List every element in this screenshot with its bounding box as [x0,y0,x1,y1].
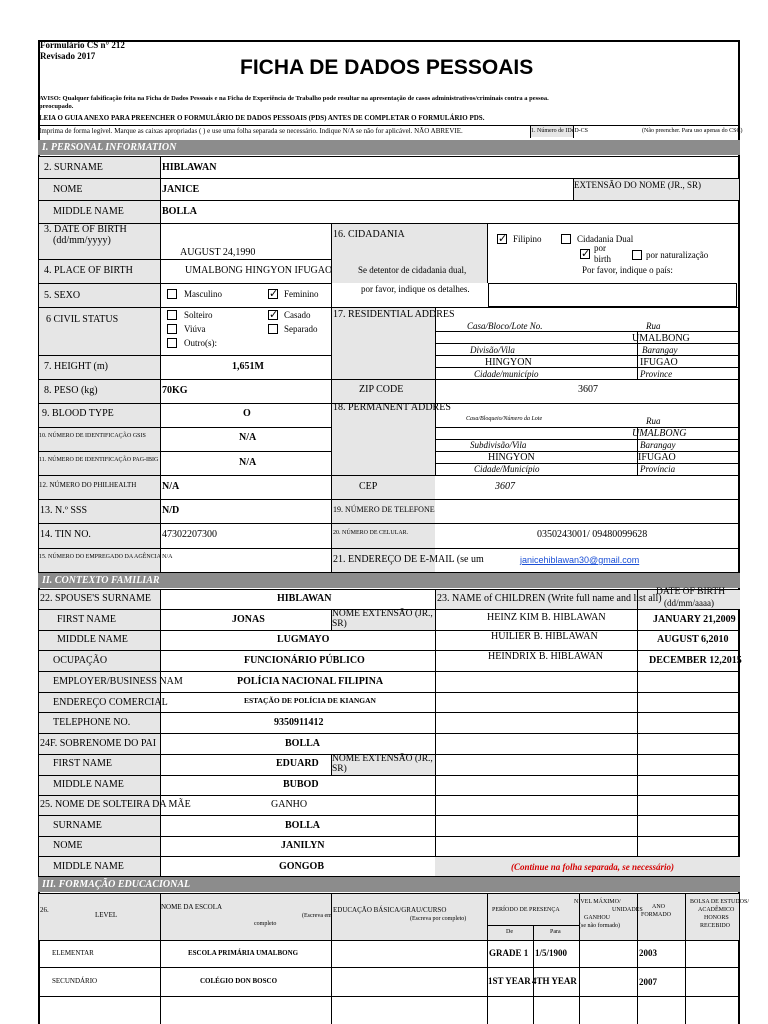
father-first-label: FIRST NAME [53,758,112,769]
honors-header-1: BOLSA DE ESTUDOS/ [690,899,750,905]
spouse-middle-value[interactable]: LUGMAYO [277,634,330,645]
year-graduated-header-1: ANO [652,904,665,910]
cellphone-label: 20. NÚMERO DE CELULAR. [333,530,409,536]
residential-address-label: 17. RESIDENTIAL ADDRES [333,309,455,320]
res-subdivision-value[interactable]: UMALBONG [632,333,690,344]
father-middle-label: MIDDLE NAME [53,779,124,790]
tin-value[interactable]: 47302207300 [162,529,217,540]
school-name-sub1: (Escreva em [302,913,332,919]
spouse-surname-value[interactable]: HIBLAWAN [277,593,332,604]
edu-school-secondary[interactable]: COLÉGIO DON BOSCO [200,977,278,985]
perm-house-caption: Casa/Bloqueio/Número da Lote [466,416,543,422]
cep-label: CEP [359,481,378,492]
philhealth-value[interactable]: N/A [162,481,180,492]
business-address-label: ENDEREÇO COMERCIAL [53,697,168,708]
name-extension-label: EXTENSÃO DO NOME (JR., SR) [574,180,702,190]
perm-street-caption: Rua [646,416,661,426]
gsis-value[interactable]: N/A [239,432,257,443]
citizen-naturalization-label: por naturalização [646,250,709,260]
children-dob-label: DATE OF BIRTH [656,587,726,597]
first-name-label: NOME [53,184,83,195]
res-city-caption: Cidade/município [474,369,539,379]
surname-value[interactable]: HIBLAWAN [162,162,217,173]
middle-name-label: MIDDLE NAME [53,206,124,217]
father-name-ext-label: NOME EXTENSÃO (JR., SR) [332,754,433,774]
section-family-background: II. CONTEXTO FAMILIAR [38,573,740,588]
blood-type-value[interactable]: O [243,408,251,419]
civil-single-checkbox[interactable] [167,310,177,320]
perm-barangay-caption: Barangay [640,440,676,450]
highest-level-header-1: NÍVEL MÁXIMO/ [574,899,621,905]
child-name-1[interactable]: HEINZ KIM B. HIBLAWAN [487,612,606,623]
res-city-value[interactable]: HINGYON [485,357,532,368]
spouse-middle-label: MIDDLE NAME [57,634,128,645]
section-personal-info: I. PERSONAL INFORMATION [38,140,740,155]
philhealth-label: 12. NÚMERO DO PHILHEALTH [39,481,137,489]
dob-value[interactable]: AUGUST 24,1990 [180,247,256,258]
edu-to-elementary[interactable]: 1/5/1900 [535,948,568,958]
civil-other-label: Outro(s): [184,338,217,348]
sex-female-label: Feminino [284,289,319,299]
csc-only-note: (Não preencher. Para uso apenas do CSC) [642,128,743,134]
mother-maiden-value[interactable]: GANHO [271,799,308,810]
civil-status-label: 6 CIVIL STATUS [46,314,119,325]
zip-value[interactable]: 3607 [578,384,598,395]
cep-value[interactable]: 3607 [495,481,515,492]
child-name-2[interactable]: HUILIER B. HIBLAWAN [491,631,598,642]
employer-label: EMPLOYER/BUSINESS NAM [53,676,183,687]
sex-female-checkbox[interactable] [268,289,278,299]
civil-married-label: Casado [284,310,311,320]
dob-format: (dd/mm/yyyy) [53,235,111,246]
school-name-sub2: completo [254,921,277,927]
continue-note: (Continue na folha separada, se necessário) [511,862,675,872]
warning-text: AVISO: Qualquer falsificação feita na Ficha de Dados Pessoais e na Ficha de Experiência de Trabalho pode resultar na apresentação de casos administrativos/criminais contra a pessoa. [39,95,549,102]
dob-label: 3. DATE OF BIRTH [44,224,127,235]
business-address-value[interactable]: ESTAÇÃO DE POLÍCIA DE KIANGAN [244,696,376,705]
mother-maiden-label: 25. NOME DE SOLTEIRA DA MÃE [40,799,191,810]
pagibig-value[interactable]: N/A [239,457,257,468]
highest-level-header-3: GANHOU [584,915,610,921]
spouse-first-label: FIRST NAME [57,614,116,625]
section-education: III. FORMAÇÃO EDUCACIONAL [38,877,740,892]
edu-from-secondary[interactable]: 1ST YEAR [488,976,531,986]
edu-level-elementary: ELEMENTAR [52,949,94,957]
course-header: EDUCAÇÃO BÁSICA/GRAU/CURSO [333,906,447,914]
telephone-label: 19. NÚMERO DE TELEFONE [333,505,435,514]
civil-single-label: Solteiro [184,310,213,320]
sss-label: 13. N.º SSS [40,505,88,516]
mother-middle-value[interactable]: GONGOB [279,861,325,872]
telephone-no-label: TELEPHONE NO. [53,717,131,728]
child-dob-1[interactable]: JANUARY 21,2009 [653,614,736,625]
honors-header-2: ACADÊMICO [698,907,735,913]
citizen-by-birth-label-1: por [594,243,606,253]
res-barangay-caption: Barangay [642,345,678,355]
spouse-surname-label: 22. SPOUSE'S SURNAME [40,593,151,604]
employer-value[interactable]: POLÍCIA NACIONAL FILIPINA [237,676,384,687]
res-subdivision-caption: Divisão/Vila [470,345,515,355]
edu-year-secondary[interactable]: 2007 [639,977,657,987]
print-note: Imprima de forma legível. Marque as caixas apropriadas ( ) e use uma folha separada se necessário. Indique N/A se não for aplicável. NÃO ABREVIE. [39,127,463,135]
highest-level-header-4: (se não formado) [579,923,620,929]
height-label: 7. HEIGHT (m) [44,361,108,372]
occupation-label: OCUPAÇÃO [53,655,108,666]
res-street-caption: Rua [646,321,661,331]
perm-subdivision-caption: Subdivisão/Vila [470,440,527,450]
instruction-text: LEIA O GUIA ANEXO PARA PREENCHER O FORMULÁRIO DE DADOS PESSOAIS (PDS) ANTES DE COMPLETAR O FORMULÁRIO PDS. [39,114,485,122]
agency-employee-label: 15. NÚMERO DO EMPREGADO DA AGÊNCIA N/A [39,554,173,560]
education-num: 26. [40,906,49,914]
dual-note-1: Se detentor de cidadania dual, [358,265,467,275]
father-surname-value[interactable]: BOLLA [285,738,321,749]
period-to-header: Para [550,929,561,935]
middle-name-value[interactable]: BOLLA [162,206,198,217]
spouse-name-ext-label: NOME EXTENSÃO (JR., SR) [332,609,433,629]
surname-label: 2. SURNAME [44,162,103,173]
child-dob-2[interactable]: AUGUST 6,2010 [657,634,729,645]
edu-to-secondary[interactable]: 4TH YEAR [532,976,577,986]
civil-married-checkbox[interactable] [268,310,278,320]
education-level-header: LEVEL [95,911,118,919]
edu-year-elementary[interactable]: 2003 [639,948,657,958]
mother-middle-label: MIDDLE NAME [53,861,124,872]
children-dob-format: (dd/mm/aaaa) [664,598,714,608]
civil-widow-checkbox[interactable] [167,324,177,334]
attendance-period-header: PERÍODO DE PRESENÇA [492,907,560,913]
weight-label: 8. PESO (kg) [44,385,98,396]
perm-province-value[interactable]: IFUGAO [638,452,676,463]
year-graduated-header-2: FORMADO [641,912,672,918]
sex-male-checkbox[interactable] [167,289,177,299]
weight-value[interactable]: 70KG [162,385,188,396]
gsis-label: 10. NÚMERO DE IDENTIFICAÇÃO GSIS [39,433,146,439]
perm-city-value[interactable]: HINGYON [488,452,535,463]
mother-first-label: NOME [53,840,83,851]
cellphone-value[interactable]: 0350243001/ 09480099628 [537,529,648,540]
csc-id-label: 1. Número de IDeD-CS [531,128,588,134]
citizen-filipino-label: Filipino [513,234,542,244]
blood-type-label: 9. BLOOD TYPE [42,408,114,419]
spouse-first-value[interactable]: JONAS [232,614,265,625]
sex-male-label: Masculino [184,289,222,299]
highest-level-header-2: UNIDADES [612,907,643,913]
citizen-by-birth-label-2: birth [594,254,611,264]
page-title: FICHA DE DADOS PESSOAIS [240,56,534,79]
citizen-filipino-checkbox[interactable] [497,234,507,244]
height-value[interactable]: 1,651M [232,361,264,372]
email-value[interactable]: janicehiblawan30@gmail.com [520,555,640,565]
sex-label: 5. SEXO [44,290,81,301]
pagibig-label: 11. NÚMERO DE IDENTIFICAÇÃO PAG-IBIG [39,457,159,463]
res-province-caption: Province [640,369,673,379]
school-name-header: NOME DA ESCOLA [161,903,223,911]
country-note: Por favor, indique o país: [582,265,673,275]
dual-note-2: por favor, indique os detalhes. [361,284,470,294]
citizen-naturalization-checkbox[interactable] [632,250,642,260]
edu-level-secondary: SECUNDÁRIO [52,977,98,985]
children-label: 23. NAME of CHILDREN (Write full name and list all) [437,593,662,604]
telephone-no-value[interactable]: 9350911412 [274,717,324,728]
form-number: Formulário CS n° 212 [40,40,125,50]
citizen-dual-checkbox[interactable] [561,234,571,244]
mother-surname-value[interactable]: BOLLA [285,820,321,831]
civil-other-checkbox[interactable] [167,338,177,348]
sss-value[interactable]: N/D [162,505,180,516]
first-name-value[interactable]: JANICE [162,184,200,195]
father-surname-label: 24F. SOBRENOME DO PAI [40,738,157,749]
zip-label: ZIP CODE [359,384,404,395]
mother-surname-label: SURNAME [53,820,102,831]
occupation-value[interactable]: FUNCIONÁRIO PÚBLICO [244,655,365,666]
permanent-address-label: 18. PERMANENT ADDRES [333,402,451,413]
perm-city-caption: Cidade/Município [474,464,540,474]
civil-separated-label: Separado [284,324,318,334]
tin-label: 14. TIN NO. [40,529,91,540]
civil-widow-label: Viúva [184,324,206,334]
period-from-header: De [506,929,513,935]
child-name-3[interactable]: HEINDRIX B. HIBLAWAN [488,651,604,662]
email-label: 21. ENDEREÇO DE E-MAIL (se um [333,554,484,565]
perm-province-caption: Província [640,464,676,474]
father-first-value[interactable]: EDUARD [276,758,319,769]
civil-separated-checkbox[interactable] [268,324,278,334]
father-middle-value[interactable]: BUBOD [283,779,319,790]
form-revision: Revisado 2017 [40,51,96,61]
honors-header-3: HONORS [704,915,729,921]
child-dob-3[interactable]: DECEMBER 12,2015 [649,655,742,666]
citizen-dual-label: Cidadania Dual [577,234,634,244]
warning-text-cont: preocupado. [39,103,74,110]
res-province-value[interactable]: IFUGAO [640,357,678,368]
edu-school-elementary[interactable]: ESCOLA PRIMÁRIA UMALBONG [188,949,299,957]
pob-value[interactable]: UMALBONG HINGYON IFUGAO [185,265,333,276]
perm-subdivision-value[interactable]: UMALBONG [632,428,687,439]
citizen-by-birth-checkbox[interactable] [580,249,590,259]
pob-label: 4. PLACE OF BIRTH [44,265,133,276]
edu-from-elementary[interactable]: GRADE 1 [489,948,529,958]
honors-header-4: RECEBIDO [700,923,730,929]
course-sub: (Escreva por completo) [410,916,467,922]
res-house-caption: Casa/Bloco/Lote No. [467,321,543,331]
mother-first-value[interactable]: JANILYN [281,840,325,851]
citizenship-label: 16. CIDADANIA [333,229,405,240]
